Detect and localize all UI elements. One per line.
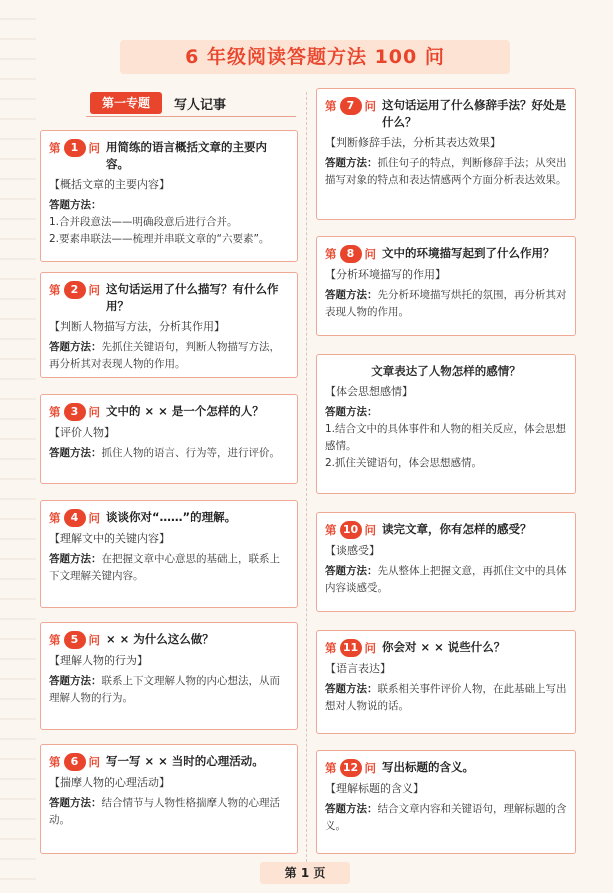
question-number-badge: 第 12 问 (325, 759, 376, 777)
method-label: 答题方法： (49, 341, 102, 353)
question-text: 写一写 × × 当时的心理活动。 (106, 754, 264, 768)
page-title: 6 年级阅读答题方法 100 问 (120, 40, 510, 74)
method-label: 答题方法： (325, 683, 378, 695)
column-divider (306, 92, 307, 862)
method-text: 先从整体上把握文意，再抓住文中的具体内容谈感受。 (325, 565, 567, 594)
question-card (40, 272, 298, 378)
question-category: 【理解人物的行为】 (49, 654, 148, 667)
question-number-badge: 第 5 问 (49, 631, 100, 649)
question-card (40, 744, 298, 854)
question-text: 这句话运用了什么描写？有什么作用？ (106, 282, 279, 313)
topic-tag: 第一专题 (90, 92, 162, 114)
method-text: 在把握文章中心意思的基础上，联系上下文理解关键内容。 (49, 553, 280, 582)
question-text: × × 为什么这么做？ (106, 632, 214, 646)
method-label: 答题方法： (325, 289, 378, 301)
page-number: 第 1 页 (260, 862, 350, 884)
question-text: 用简练的语言概括文章的主要内容。 (106, 140, 267, 171)
method-label: 答题方法： (49, 447, 102, 459)
question-text: 文中的 × × 是一个怎样的人？ (106, 404, 264, 418)
method-line: 2.要素串联法——梳理并串联文章的“六要素”。 (49, 233, 270, 245)
binding-edge (0, 0, 36, 893)
method-text: 抓住句子的特点，判断修辞手法；从突出描写对象的特点和表达情感两个方面分析表达效果。 (325, 157, 567, 186)
question-text: 这句话运用了什么修辞手法？好处是什么？ (382, 98, 566, 129)
question-category: 【理解文中的关键内容】 (49, 532, 170, 545)
method-label: 答题方法： (49, 675, 102, 687)
question-number-badge: 第 7 问 (325, 97, 376, 115)
method-text: 结合文章内容和关键语句，理解标题的含义。 (325, 803, 567, 832)
question-category: 【概括文章的主要内容】 (49, 178, 170, 191)
question-category: 【判断修辞手法，分析其表达效果】 (325, 136, 501, 149)
question-number-badge: 第 3 问 (49, 403, 100, 421)
question-number-badge: 第 6 问 (49, 753, 100, 771)
question-number-badge: 第 1 问 (49, 139, 100, 157)
question-number-badge: 第 2 问 (49, 281, 100, 299)
question-card (316, 236, 576, 336)
method-text: 结合情节与人物性格揣摩人物的心理活动。 (49, 797, 280, 826)
topic-underline (86, 116, 296, 117)
method-text: 抓住人物的语言、行为等，进行评价。 (101, 447, 280, 459)
question-category: 【谈感受】 (325, 544, 380, 557)
question-number-badge: 第 10 问 (325, 521, 376, 539)
question-card (316, 630, 576, 734)
method-text: 联系上下文理解人物的内心想法，从而理解人物的行为。 (49, 675, 280, 704)
method-text: 联系相关事件评价人物，在此基础上写出想对人物说的话。 (325, 683, 567, 712)
question-card (316, 512, 576, 612)
question-number-badge: 第 8 问 (325, 245, 376, 263)
method-label: 答题方法： (325, 406, 378, 418)
question-category: 【体会思想感情】 (325, 385, 413, 398)
question-card (40, 622, 298, 730)
method-text: 先分析环境描写烘托的氛围，再分析其对表现人物的作用。 (325, 289, 567, 318)
question-text: 写出标题的含义。 (382, 760, 474, 774)
method-label: 答题方法： (49, 553, 102, 565)
question-category: 【揣摩人物的心理活动】 (49, 776, 170, 789)
method-label: 答题方法： (325, 565, 378, 577)
question-number-badge: 第 11 问 (325, 639, 376, 657)
question-category: 【语言表达】 (325, 662, 391, 675)
question-text: 谈谈你对“……”的理解。 (106, 510, 237, 524)
question-category: 【评价人物】 (49, 426, 115, 439)
question-text: 文章表达了人物怎样的感情？ (371, 364, 521, 378)
question-card (40, 500, 298, 608)
method-label: 答题方法： (49, 797, 102, 809)
question-card (316, 354, 576, 494)
question-text: 文中的环境描写起到了什么作用？ (382, 246, 555, 260)
question-card (40, 130, 298, 262)
question-card (40, 394, 298, 484)
topic-name: 写人记事 (174, 97, 227, 113)
question-text: 你会对 × × 说些什么？ (382, 640, 506, 654)
method-line: 1.结合文中的具体事件和人物的相关反应，体会思想感情。 (325, 423, 567, 452)
method-line: 2.抓住关键语句，体会思想感情。 (325, 457, 483, 469)
question-text: 读完文章，你有怎样的感受？ (382, 522, 532, 536)
question-card (316, 750, 576, 854)
method-text: 先抓住关键语句，判断人物描写方法，再分析其对表现人物的作用。 (49, 341, 280, 370)
question-number-badge: 第 4 问 (49, 509, 100, 527)
topic-header (90, 92, 226, 114)
method-label: 答题方法： (49, 199, 102, 211)
method-label: 答题方法： (325, 157, 378, 169)
question-category: 【判断人物描写方法，分析其作用】 (49, 320, 225, 333)
method-line: 1.合并段意法——明确段意后进行合并。 (49, 216, 238, 228)
method-label: 答题方法： (325, 803, 378, 815)
question-category: 【分析环境描写的作用】 (325, 268, 446, 281)
question-card (316, 88, 576, 220)
question-category: 【理解标题的含义】 (325, 782, 424, 795)
